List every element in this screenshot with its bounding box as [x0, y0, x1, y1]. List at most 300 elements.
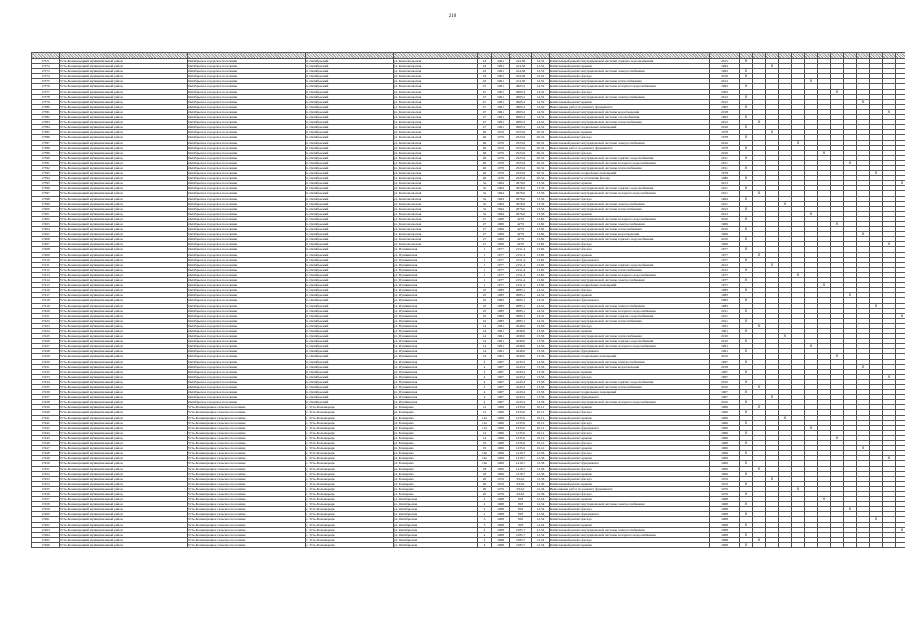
- row-number: 17377: [32, 89, 60, 94]
- area-cell: 4143,2: [510, 400, 532, 405]
- row-number: 17384: [32, 125, 60, 130]
- district-cell: Усть-Большерецкий муниципальный район: [60, 359, 188, 364]
- house-number-cell: 20: [478, 481, 492, 486]
- rate-cell: 13,82: [532, 232, 550, 237]
- house-number-cell: 47: [478, 84, 492, 89]
- last-repair-year-cell: 1978: [710, 135, 740, 140]
- district-cell: Усть-Большерецкий муниципальный район: [60, 211, 188, 216]
- settlement-cell: Усть-Большерецкое сельское поселение: [188, 542, 306, 547]
- work-type-cell: Капитальный ремонт внутридомовой системы теплоснабжения: [550, 206, 710, 211]
- street-cell: ул. Комсомольская: [394, 115, 478, 120]
- row-number: 17439: [32, 405, 60, 410]
- last-repair-year-cell: 2010: [710, 379, 740, 384]
- rate-cell: 12,54: [532, 542, 550, 547]
- build-year-cell: 1961: [492, 323, 510, 328]
- house-number-cell: 14: [478, 435, 492, 440]
- settlement-cell: Октябрьское городское поселение: [188, 278, 306, 283]
- rate-cell: 13,56: [532, 349, 550, 354]
- period-mark-cell: X: [740, 430, 753, 435]
- settlement-cell: Октябрьское городское поселение: [188, 155, 306, 160]
- settlement-cell: Усть-Большерецкое сельское поселение: [188, 476, 306, 481]
- rate-cell: 13,56: [532, 334, 550, 339]
- street-cell: ул. Комсомольская: [394, 211, 478, 216]
- row-number: 17386: [32, 135, 60, 140]
- locality-cell: п. Октябрьский: [306, 395, 394, 400]
- period-mark-cell: X: [740, 451, 753, 456]
- build-year-cell: 1977: [492, 262, 510, 267]
- district-cell: Усть-Большерецкий муниципальный район: [60, 227, 188, 232]
- work-type-cell: Капитальный ремонт внутридомовой системы холодного водоснабжения: [550, 84, 710, 89]
- house-number-cell: 27: [478, 237, 492, 242]
- street-cell: ул. Комсомольская: [394, 155, 478, 160]
- house-number-cell: 4: [478, 369, 492, 374]
- last-repair-year-cell: 1967: [710, 395, 740, 400]
- last-repair-year-cell: 1964: [710, 64, 740, 69]
- row-number: 17446: [32, 441, 60, 446]
- street-cell: ул. Бочкарева: [394, 476, 478, 481]
- row-number: 17427: [32, 344, 60, 349]
- district-cell: Усть-Большерецкий муниципальный район: [60, 354, 188, 359]
- settlement-cell: Октябрьское городское поселение: [188, 115, 306, 120]
- area-cell: 1235,0: [510, 430, 532, 435]
- work-type-cell: Капитальный ремонт и утепление фасада: [550, 176, 710, 181]
- build-year-cell: 1976: [492, 160, 510, 165]
- period-mark-cell: X: [740, 206, 753, 211]
- last-repair-year-cell: 1964: [710, 196, 740, 201]
- house-number-cell: 10: [478, 293, 492, 298]
- work-type-cell: Капитальный ремонт внутридомовой системы горячего водоснабжения: [550, 59, 710, 64]
- last-repair-year-cell: 1968: [710, 532, 740, 537]
- rate-cell: 10,12: [532, 430, 550, 435]
- period-mark-cell: [792, 542, 805, 547]
- rate-cell: 13,56: [532, 191, 550, 196]
- row-number: 17406: [32, 237, 60, 242]
- period-mark-cell: [831, 542, 844, 547]
- house-number-cell: 14: [478, 339, 492, 344]
- work-type-cell: Капитальный ремонт крыши: [550, 369, 710, 374]
- work-type-cell: Капитальный ремонт внутридомовой системы водоотведения: [550, 109, 710, 114]
- rate-cell: 10,12: [532, 405, 550, 410]
- period-mark-cell: X: [740, 542, 753, 547]
- house-number-cell: 27: [478, 216, 492, 221]
- work-type-cell: Капитальный ремонт крыши: [550, 64, 710, 69]
- street-cell: ул. Комсомольская: [394, 59, 478, 64]
- last-repair-year-cell: 2015: [710, 99, 740, 104]
- house-number-cell: 4: [478, 542, 492, 547]
- locality-cell: п. Октябрьский: [306, 206, 394, 211]
- work-type-cell: Капитальный ремонт внутридомовой системы водоотведения: [550, 364, 710, 369]
- area-cell: 2523,6: [510, 165, 532, 170]
- house-number-cell: 12: [478, 405, 492, 410]
- locality-cell: п. Октябрьский: [306, 308, 394, 313]
- district-cell: Усть-Большерецкий муниципальный район: [60, 272, 188, 277]
- work-type-cell: Капитальный ремонт крыши: [550, 415, 710, 420]
- district-cell: Усть-Большерецкий муниципальный район: [60, 69, 188, 74]
- row-number: 17452: [32, 471, 60, 476]
- row-number: 17391: [32, 160, 60, 165]
- house-number-cell: 4: [478, 537, 492, 542]
- area-cell: 2665,2: [510, 94, 532, 99]
- rate-cell: 12,52: [532, 64, 550, 69]
- area-cell: 2523,6: [510, 171, 532, 176]
- row-number: 17418: [32, 298, 60, 303]
- locality-cell: п. Октябрьский: [306, 247, 394, 252]
- period-mark-cell: X: [792, 140, 805, 145]
- area-cell: 818: [510, 517, 532, 522]
- work-type-cell: Капитальный ремонт внутридомовой системы электроснабжения: [550, 94, 710, 99]
- settlement-cell: Октябрьское городское поселение: [188, 201, 306, 206]
- build-year-cell: 1968: [492, 542, 510, 547]
- build-year-cell: 1961: [492, 89, 510, 94]
- street-cell: ул. Комсомольская: [394, 104, 478, 109]
- district-cell: Усть-Большерецкий муниципальный район: [60, 497, 188, 502]
- build-year-cell: 1961: [492, 59, 510, 64]
- last-repair-year-cell: 1968: [710, 512, 740, 517]
- work-type-cell: Капитальный ремонт внутридомовой системы теплоснабжения: [550, 267, 710, 272]
- district-cell: Усть-Большерецкий муниципальный район: [60, 79, 188, 84]
- rate-cell: 13,56: [532, 390, 550, 395]
- settlement-cell: Октябрьское городское поселение: [188, 171, 306, 176]
- build-year-cell: 1969: [492, 461, 510, 466]
- district-cell: Усть-Большерецкий муниципальный район: [60, 267, 188, 272]
- locality-cell: п. Октябрьский: [306, 196, 394, 201]
- district-cell: Усть-Большерецкий муниципальный район: [60, 328, 188, 333]
- district-cell: Усть-Большерецкий муниципальный район: [60, 303, 188, 308]
- last-repair-year-cell: 1966: [710, 410, 740, 415]
- district-cell: Усть-Большерецкий муниципальный район: [60, 222, 188, 227]
- rate-cell: 12,54: [532, 532, 550, 537]
- locality-cell: п. Октябрьский: [306, 165, 394, 170]
- last-repair-year-cell: 2016: [710, 140, 740, 145]
- locality-cell: п. Октябрьский: [306, 313, 394, 318]
- row-number: 17375: [32, 79, 60, 84]
- street-cell: ул. Пушкинская: [394, 334, 478, 339]
- house-number-cell: 2: [478, 507, 492, 512]
- build-year-cell: 1961: [492, 99, 510, 104]
- build-year-cell: 1976: [492, 476, 510, 481]
- area-cell: 2665,2: [510, 120, 532, 125]
- area-cell: 2523,6: [510, 150, 532, 155]
- settlement-cell: Усть-Большерецкое сельское поселение: [188, 471, 306, 476]
- locality-cell: с. Усть-Большерецк: [306, 461, 394, 466]
- work-type-cell: Капитальный ремонт крыши: [550, 481, 710, 486]
- house-number-cell: 3а: [478, 206, 492, 211]
- period-mark-cell: X: [844, 507, 857, 512]
- settlement-cell: Усть-Большерецкое сельское поселение: [188, 451, 306, 456]
- locality-cell: п. Октябрьский: [306, 369, 394, 374]
- last-repair-year-cell: 2011: [710, 160, 740, 165]
- district-cell: Усть-Большерецкий муниципальный район: [60, 486, 188, 491]
- street-cell: ул. Пушкинская: [394, 293, 478, 298]
- area-cell: 2665,2: [510, 125, 532, 130]
- settlement-cell: Октябрьское городское поселение: [188, 247, 306, 252]
- street-cell: ул. Комсомольская: [394, 150, 478, 155]
- settlement-cell: Октябрьское городское поселение: [188, 237, 306, 242]
- locality-cell: п. Октябрьский: [306, 104, 394, 109]
- street-cell: ул. Бочкарева: [394, 425, 478, 430]
- street-cell: ул. Пушкинская: [394, 252, 478, 257]
- row-number: 17383: [32, 120, 60, 125]
- period-mark-cell: X: [844, 293, 857, 298]
- row-number: 17412: [32, 267, 60, 272]
- row-number: 17434: [32, 379, 60, 384]
- district-cell: Усть-Большерецкий муниципальный район: [60, 160, 188, 165]
- rate-cell: 10,12: [532, 410, 550, 415]
- house-number-cell: 46: [478, 165, 492, 170]
- last-repair-year-cell: 1968: [710, 527, 740, 532]
- house-number-cell: 16а: [478, 461, 492, 466]
- build-year-cell: 1967: [492, 395, 510, 400]
- area-cell: 1235,0: [510, 425, 532, 430]
- rate-cell: 12,54: [532, 512, 550, 517]
- period-mark-cell: X: [740, 165, 753, 170]
- settlement-cell: Усть-Большерецкое сельское поселение: [188, 486, 306, 491]
- street-cell: ул. Комсомольская: [394, 186, 478, 191]
- last-repair-year-cell: 2012: [710, 262, 740, 267]
- build-year-cell: 1961: [492, 84, 510, 89]
- last-repair-year-cell: 2010: [710, 216, 740, 221]
- area-cell: 2185,7: [510, 532, 532, 537]
- last-repair-year-cell: 1977: [710, 257, 740, 262]
- locality-cell: п. Октябрьский: [306, 84, 394, 89]
- last-repair-year-cell: 1968: [710, 542, 740, 547]
- locality-cell: п. Октябрьский: [306, 359, 394, 364]
- row-number: 17433: [32, 374, 60, 379]
- locality-cell: п. Октябрьский: [306, 293, 394, 298]
- street-cell: ул. Бочкарева: [394, 435, 478, 440]
- district-cell: Усть-Большерецкий муниципальный район: [60, 216, 188, 221]
- build-year-cell: 1961: [492, 64, 510, 69]
- settlement-cell: Усть-Большерецкое сельское поселение: [188, 512, 306, 517]
- work-type-cell: Капитальный ремонт крыши: [550, 181, 710, 186]
- house-number-cell: 46: [478, 145, 492, 150]
- last-repair-year-cell: 1978: [710, 171, 740, 176]
- house-number-cell: 4: [478, 379, 492, 384]
- row-number: 17453: [32, 476, 60, 481]
- district-cell: Усть-Большерецкий муниципальный район: [60, 206, 188, 211]
- row-number: 17378: [32, 94, 60, 99]
- period-mark-cell: X: [766, 395, 779, 400]
- street-cell: ул. Октябрьская: [394, 497, 478, 502]
- build-year-cell: 1969: [492, 237, 510, 242]
- period-mark-cell: X: [740, 227, 753, 232]
- settlement-cell: Октябрьское городское поселение: [188, 74, 306, 79]
- street-cell: ул. Бочкарева: [394, 410, 478, 415]
- district-cell: Усть-Большерецкий муниципальный район: [60, 522, 188, 527]
- build-year-cell: 1967: [492, 369, 510, 374]
- last-repair-year-cell: 2010: [710, 400, 740, 405]
- build-year-cell: 1967: [492, 379, 510, 384]
- rate-cell: 14,32: [532, 94, 550, 99]
- locality-cell: п. Октябрьский: [306, 120, 394, 125]
- row-number: 17380: [32, 104, 60, 109]
- rate-cell: 20,32: [532, 145, 550, 150]
- rate-cell: 14,32: [532, 308, 550, 313]
- build-year-cell: 1964: [492, 181, 510, 186]
- district-cell: Усть-Большерецкий муниципальный район: [60, 466, 188, 471]
- period-mark-cell: X: [740, 328, 753, 333]
- period-mark-cell: X: [870, 171, 883, 176]
- locality-cell: п. Октябрьский: [306, 242, 394, 247]
- last-repair-year-cell: 1976: [710, 486, 740, 491]
- row-number: 17455: [32, 486, 60, 491]
- work-type-cell: Капитальный ремонт внутридомовой системы электроснабжения: [550, 359, 710, 364]
- settlement-cell: Октябрьское городское поселение: [188, 288, 306, 293]
- rate-cell: 10,12: [532, 425, 550, 430]
- build-year-cell: 1967: [492, 400, 510, 405]
- row-number: 17466: [32, 542, 60, 547]
- area-cell: 4349,0: [510, 339, 532, 344]
- work-type-cell: Капитальный ремонт внутридомовой системы горячего водоснабжения: [550, 339, 710, 344]
- rate-cell: 14,32: [532, 89, 550, 94]
- period-mark-cell: X: [857, 364, 870, 369]
- row-number: 17399: [32, 201, 60, 206]
- street-cell: ул. Комсомольская: [394, 171, 478, 176]
- settlement-cell: Октябрьское городское поселение: [188, 104, 306, 109]
- area-cell: 4143,2: [510, 395, 532, 400]
- build-year-cell: 1961: [492, 104, 510, 109]
- rate-cell: 13,82: [532, 227, 550, 232]
- last-repair-year-cell: 1983: [710, 298, 740, 303]
- work-type-cell: Капитальный ремонт фасада: [550, 196, 710, 201]
- house-number-cell: 46: [478, 176, 492, 181]
- district-cell: Усть-Большерецкий муниципальный район: [60, 446, 188, 451]
- house-number-cell: 14: [478, 328, 492, 333]
- period-mark-cell: X: [740, 94, 753, 99]
- row-number: 17464: [32, 532, 60, 537]
- district-cell: Усть-Большерецкий муниципальный район: [60, 502, 188, 507]
- work-type-cell: Капитальный ремонт крыши: [550, 542, 710, 547]
- house-number-cell: 47: [478, 115, 492, 120]
- work-type-cell: Капитальный ремонт фундамента: [550, 425, 710, 430]
- work-type-cell: Капитальный ремонт фасада: [550, 135, 710, 140]
- last-repair-year-cell: 2012: [710, 94, 740, 99]
- street-cell: ул. Комсомольская: [394, 242, 478, 247]
- period-mark-cell: X: [740, 288, 753, 293]
- house-number-cell: 3а: [478, 196, 492, 201]
- district-cell: Усть-Большерецкий муниципальный район: [60, 425, 188, 430]
- build-year-cell: 1977: [492, 283, 510, 288]
- street-cell: ул. Октябрьская: [394, 537, 478, 542]
- street-cell: ул. Комсомольская: [394, 201, 478, 206]
- street-cell: ул. Бочкарева: [394, 405, 478, 410]
- house-number-cell: 4: [478, 374, 492, 379]
- build-year-cell: 1969: [492, 471, 510, 476]
- house-number-cell: 12а: [478, 420, 492, 425]
- row-number: 17407: [32, 242, 60, 247]
- build-year-cell: 1968: [492, 512, 510, 517]
- period-mark-cell: X: [740, 379, 753, 384]
- work-type-cell: Капитальный ремонт фасада: [550, 441, 710, 446]
- last-repair-year-cell: 1966: [710, 420, 740, 425]
- house-number-cell: 20: [478, 476, 492, 481]
- period-mark-cell: X: [883, 242, 896, 247]
- locality-cell: п. Октябрьский: [306, 257, 394, 262]
- work-type-cell: Капитальный ремонт внутридомовой системы теплоснабжения: [550, 227, 710, 232]
- house-number-cell: 46: [478, 140, 492, 145]
- period-mark-cell: X: [740, 522, 753, 527]
- period-mark-cell: X: [740, 176, 753, 181]
- house-number-cell: 3а: [478, 191, 492, 196]
- rate-cell: 12,52: [532, 69, 550, 74]
- area-cell: 4143,2: [510, 374, 532, 379]
- settlement-cell: Усть-Большерецкое сельское поселение: [188, 435, 306, 440]
- rate-cell: 13,56: [532, 385, 550, 390]
- row-number: 17392: [32, 165, 60, 170]
- work-type-cell: Капитальный ремонт фасада: [550, 430, 710, 435]
- settlement-cell: Октябрьское городское поселение: [188, 262, 306, 267]
- locality-cell: п. Октябрьский: [306, 64, 394, 69]
- last-repair-year-cell: 1986: [710, 176, 740, 181]
- rate-cell: 20,32: [532, 165, 550, 170]
- work-type-cell: Капитальный ремонт внутридомовой системы холодного водоснабжения: [550, 191, 710, 196]
- house-number-cell: 2: [478, 512, 492, 517]
- period-mark-cell: X: [805, 425, 818, 430]
- area-cell: 2665,2: [510, 99, 532, 104]
- settlement-cell: Октябрьское городское поселение: [188, 293, 306, 298]
- locality-cell: п. Октябрьский: [306, 328, 394, 333]
- locality-cell: п. Октябрьский: [306, 298, 394, 303]
- last-repair-year-cell: 2011: [710, 313, 740, 318]
- build-year-cell: 1961: [492, 109, 510, 114]
- settlement-cell: Октябрьское городское поселение: [188, 298, 306, 303]
- district-cell: Усть-Большерецкий муниципальный район: [60, 339, 188, 344]
- period-mark-cell: X: [753, 252, 766, 257]
- work-type-cell: Капитальный ремонт внутридомовой системы холодного водоснабжения: [550, 532, 710, 537]
- rate-cell: 13,56: [532, 196, 550, 201]
- district-cell: Усть-Большерецкий муниципальный район: [60, 232, 188, 237]
- house-number-cell: 20: [478, 486, 492, 491]
- work-type-cell: Капитальный ремонт фасада: [550, 374, 710, 379]
- area-cell: 4349,0: [510, 334, 532, 339]
- build-year-cell: 1961: [492, 125, 510, 130]
- rate-cell: 13,82: [532, 257, 550, 262]
- last-repair-year-cell: 1977: [710, 272, 740, 277]
- row-number: 17461: [32, 517, 60, 522]
- district-cell: Усть-Большерецкий муниципальный район: [60, 191, 188, 196]
- district-cell: Усть-Большерецкий муниципальный район: [60, 385, 188, 390]
- street-cell: ул. Комсомольская: [394, 165, 478, 170]
- area-cell: 2676,0: [510, 211, 532, 216]
- period-mark-cell: X: [857, 99, 870, 104]
- district-cell: Усть-Большерецкий муниципальный район: [60, 59, 188, 64]
- street-cell: ул. Комсомольская: [394, 89, 478, 94]
- last-repair-year-cell: 1969: [710, 456, 740, 461]
- settlement-cell: Октябрьское городское поселение: [188, 227, 306, 232]
- last-repair-year-cell: 2011: [710, 201, 740, 206]
- last-repair-year-cell: 2010: [710, 339, 740, 344]
- street-cell: ул. Комсомольская: [394, 196, 478, 201]
- row-number: 17445: [32, 435, 60, 440]
- work-type-cell: Капитальный ремонт фасада: [550, 242, 710, 247]
- period-mark-cell: X: [740, 155, 753, 160]
- last-repair-year-cell: 1966: [710, 441, 740, 446]
- house-number-cell: 46: [478, 135, 492, 140]
- work-type-cell: Капитальный ремонт крыши: [550, 405, 710, 410]
- locality-cell: с. Усть-Большерецк: [306, 507, 394, 512]
- row-number: 17373: [32, 69, 60, 74]
- house-number-cell: 10: [478, 313, 492, 318]
- settlement-cell: Усть-Большерецкое сельское поселение: [188, 507, 306, 512]
- period-mark-cell: [883, 542, 896, 547]
- settlement-cell: Усть-Большерецкое сельское поселение: [188, 410, 306, 415]
- house-number-cell: 43: [478, 59, 492, 64]
- build-year-cell: 1969: [492, 232, 510, 237]
- settlement-cell: Октябрьское городское поселение: [188, 354, 306, 359]
- district-cell: Усть-Большерецкий муниципальный район: [60, 257, 188, 262]
- street-cell: ул. Пушкинская: [394, 328, 478, 333]
- area-cell: 4349,0: [510, 344, 532, 349]
